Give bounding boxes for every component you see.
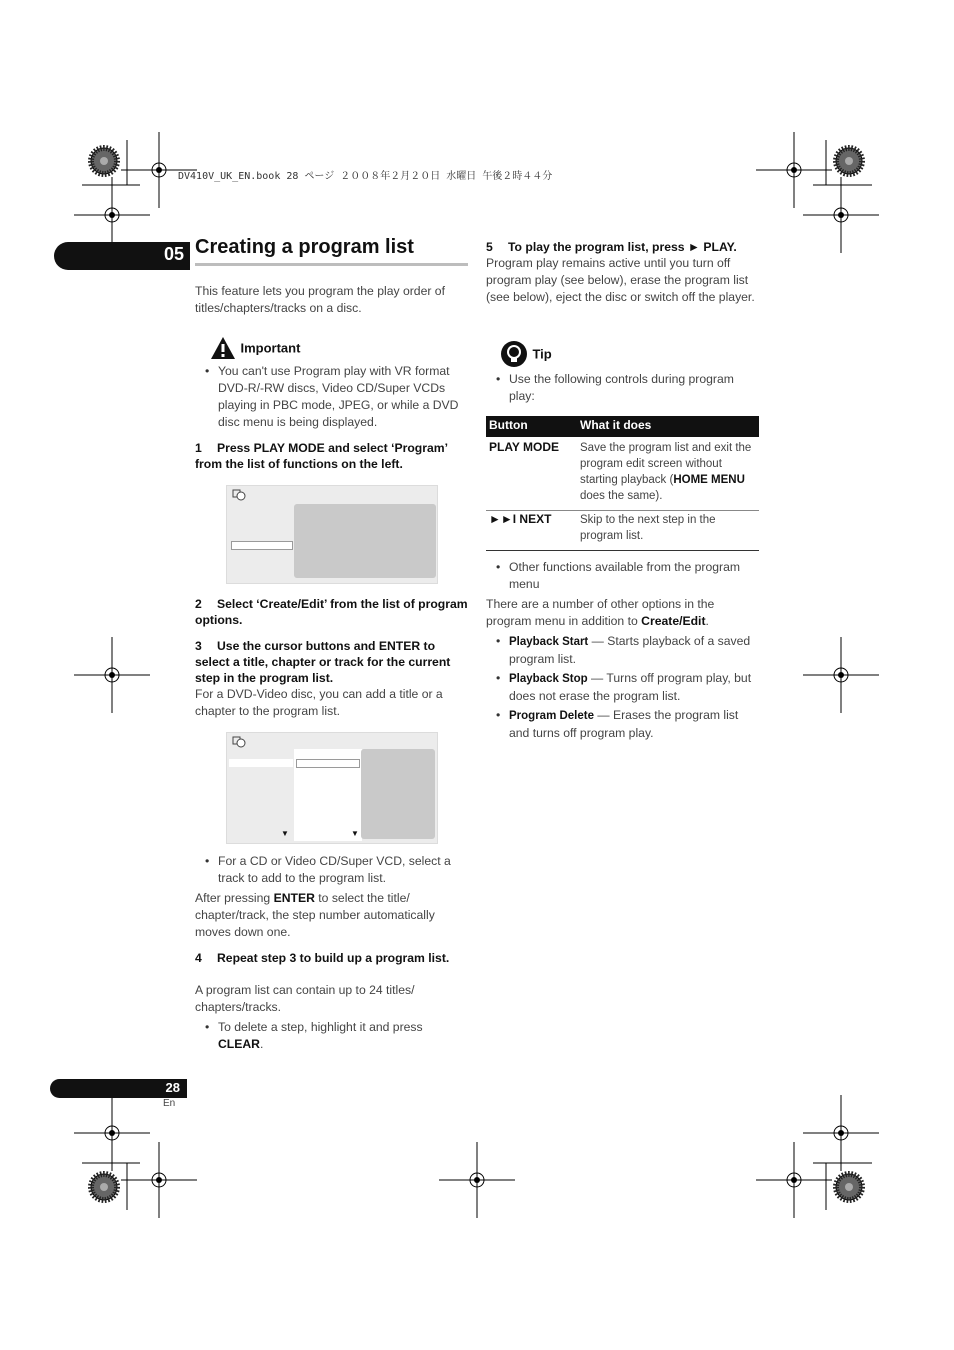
chapter-number: 05	[163, 244, 184, 264]
text-run: .	[705, 614, 709, 628]
list-item: • For a CD or Video CD/Super VCD, select a track to add to the program list.	[195, 853, 470, 887]
print-header: DV410V_UK_EN.book 28 ページ ２００８年２月２０日 水曜日 午後２時４４分	[178, 171, 553, 182]
step-number: 5	[486, 240, 493, 254]
step-text: Repeat step 3 to build up a program list.	[217, 951, 450, 965]
text-run: Save the program list and exit the program edit screen without starting playback (	[580, 442, 752, 486]
text-run: After pressing	[195, 891, 274, 905]
osd-highlight	[231, 541, 293, 550]
step-3-after	[195, 890, 470, 941]
text-run: does the same).	[580, 490, 663, 502]
page-title: Creating a program list	[195, 236, 414, 258]
step-text: Select ‘Create/Edit’ from the list of program options.	[195, 597, 468, 627]
step-number: 2	[195, 597, 202, 611]
step-number: 4	[195, 951, 202, 965]
scroll-down-icon: ▼	[351, 829, 359, 838]
text-run-bold: Create/Edit	[641, 614, 706, 628]
column-header-button: Button	[489, 418, 528, 432]
title-rule	[195, 263, 468, 266]
scroll-down-icon: ▼	[281, 829, 289, 838]
table-row-desc	[580, 440, 760, 504]
osd-panel	[294, 504, 436, 578]
text-run: to select the title/ chapter/track, the step number automatically moves down one.	[195, 891, 435, 939]
text-run-bold: HOME MENU	[673, 474, 745, 486]
lightbulb-icon	[500, 340, 528, 368]
option-label: Program Delete	[509, 710, 595, 722]
column-header-what: What it does	[580, 418, 652, 432]
table-bottom-rule	[486, 550, 759, 551]
program-options-list	[486, 633, 761, 742]
option-text: — Erases the program list and turns off program play.	[509, 708, 739, 740]
important-list	[195, 363, 470, 431]
step-3	[195, 638, 470, 686]
page-number-tab	[50, 1079, 187, 1098]
intro-text: This feature lets you program the play order of titles/chapters/tracks on a disc.	[195, 284, 445, 315]
disc-icon	[232, 489, 246, 501]
disc-icon	[232, 736, 246, 748]
tip-label: Tip	[532, 346, 552, 362]
table-divider	[486, 510, 759, 511]
important-label: Important	[240, 340, 301, 356]
option-label: Playback Stop	[509, 673, 588, 685]
language-code: En	[163, 1098, 176, 1109]
step-2	[195, 596, 470, 628]
text-run-bold: ENTER	[273, 891, 315, 905]
step-4-body: A program list can contain up to 24 titles/ chapters/tracks.	[195, 983, 415, 1014]
step-4	[195, 950, 470, 966]
text-run: To delete a step, highlight it and press	[218, 1020, 423, 1034]
step-number: 1	[195, 441, 202, 455]
step-3-body: For a DVD-Video disc, you can add a title or a chapter to the program list.	[195, 687, 443, 718]
step-5	[486, 239, 761, 255]
step-4-list	[195, 1019, 470, 1053]
step-text: Press PLAY MODE and select ‘Program’ from the list of functions on the left.	[195, 441, 448, 471]
list-item	[486, 707, 761, 742]
list-item	[486, 633, 761, 668]
list-item: • Other functions available from the program menu	[486, 559, 761, 593]
step-text: Use the cursor buttons and ENTER to select a title, chapter or track for the current step in the program list.	[195, 639, 451, 685]
other-list	[486, 559, 761, 593]
list-item	[195, 1019, 470, 1053]
osd-screen-1	[226, 485, 438, 584]
tip-heading	[500, 340, 760, 368]
option-text: — Turns off program play, but does not erase the program list.	[509, 671, 752, 703]
important-heading	[210, 336, 470, 360]
option-label: Playback Start	[509, 636, 589, 648]
list-item	[486, 670, 761, 705]
table-row-button: PLAY MODE	[489, 440, 560, 454]
osd-panel	[361, 749, 435, 839]
step-number: 3	[195, 639, 202, 653]
warning-icon	[210, 336, 236, 360]
option-text: — Starts playback of a saved program list.	[509, 634, 751, 666]
table-header	[486, 416, 759, 437]
text-run: There are a number of other options in the program menu in addition to	[486, 597, 715, 628]
step-3-list	[195, 853, 470, 887]
osd-highlight	[296, 759, 360, 768]
chapter-tab	[54, 242, 190, 270]
osd-list-1	[229, 759, 293, 767]
list-item: • Use the following controls during program play:	[486, 371, 761, 405]
text-run: .	[259, 1037, 264, 1051]
text-run-bold: CLEAR	[218, 1037, 260, 1051]
tip-list	[486, 371, 761, 405]
table-row-desc: Skip to the next step in the program list.	[580, 514, 716, 542]
table-row-button: ►►I NEXT	[489, 512, 552, 526]
step-text: To play the program list, press ► PLAY.	[508, 240, 737, 254]
other-body	[486, 596, 761, 630]
osd-screen-2	[226, 732, 438, 844]
step-5-body: Program play remains active until you turn off program play (see below), erase the program list (see below), eject the disc or switch off the player.	[486, 256, 755, 304]
page-number: 28	[165, 1080, 180, 1095]
list-item: • You can't use Program play with VR format DVD-R/-RW discs, Video CD/Super VCDs playing in PBC mode, JPEG, or while a DVD disc menu is being displayed.	[195, 363, 470, 431]
step-1	[195, 440, 470, 472]
